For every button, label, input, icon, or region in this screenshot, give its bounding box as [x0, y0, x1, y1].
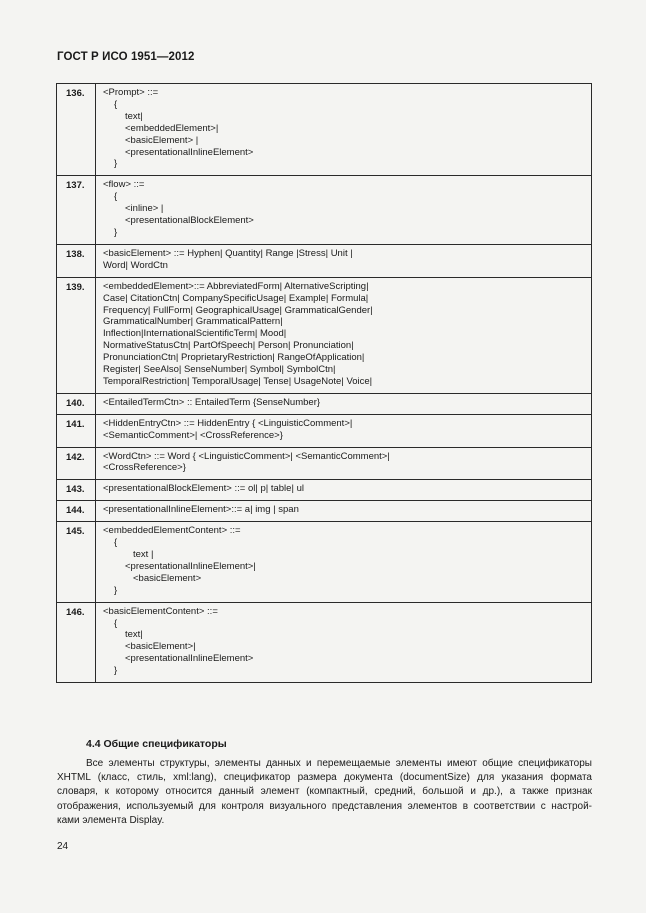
rule-number: 141. [57, 414, 96, 447]
rule-number: 145. [57, 522, 96, 602]
definition-line: Register| SeeAlso| SenseNumber| Symbol| SymbolCtn| [103, 364, 336, 376]
definition-line: <Prompt> ::= [103, 87, 159, 98]
definition-line: Word| WordCtn [103, 259, 168, 271]
definition-line: NormativeStatusCtn| PartOfSpeech| Person| Pronunciation| [103, 340, 354, 352]
rule-definition [96, 277, 592, 393]
rule-definition [96, 84, 592, 176]
table-row [57, 176, 592, 245]
table-row [57, 480, 592, 501]
definition-line: <embeddedElement>| [125, 122, 219, 134]
rule-definition [96, 414, 592, 447]
grammar-table [56, 83, 592, 683]
definition-line: <EntailedTermCtn> :: EntailedTerm {SenseNumber} [103, 396, 321, 408]
rule-number: 144. [57, 501, 96, 522]
definition-line: } [114, 584, 118, 596]
definition-line: TemporalRestriction| TemporalUsage| Tense| UsageNote| Voice| [103, 375, 373, 387]
definition-line: <basicElementContent> ::= [103, 605, 218, 617]
definition-line: <presentationalInlineElement>::= a| img | span [103, 504, 299, 516]
definition-line: { [114, 191, 118, 203]
definition-line: Inflection|InternationalScientificTerm| Mood| [103, 328, 287, 340]
definition-line: { [114, 617, 118, 629]
rule-definition [96, 393, 592, 414]
rule-definition [96, 522, 592, 602]
definition-line: <HiddenEntryCtn> ::= HiddenEntry { <LinguisticComment>| [103, 417, 353, 429]
paragraph-line: отображения, используемый для контроля визуального представления элементов в соответствии с настрой- [57, 800, 592, 812]
rule-number: 140. [57, 393, 96, 414]
definition-line: <basicElement> | [125, 134, 199, 146]
definition-line: <presentationalInlineElement> [125, 653, 254, 665]
definition-line: <presentationalBlockElement> ::= ol| p| table| ul [103, 483, 304, 495]
definition-line: <basicElement> ::= Hyphen| Quantity| Range |Stress| Unit | [103, 247, 353, 259]
definition-line: PronunciationCtn| ProprietaryRestriction| RangeOfApplication| [103, 352, 365, 364]
rule-number: 139. [57, 277, 96, 393]
definition-line: <basicElement>| [125, 641, 196, 653]
paragraph-line: Все элементы структуры, элементы данных и перемещаемые элементы имеют общие спецификаторы [86, 758, 592, 769]
definition-line: <flow> ::= [103, 179, 145, 191]
table-row [57, 393, 592, 414]
rule-definition [96, 480, 592, 501]
definition-line: <basicElement> [133, 572, 202, 584]
definition-line: text | [133, 549, 154, 560]
rule-number: 138. [57, 244, 96, 277]
definition-line: <presentationalInlineElement> [125, 146, 254, 158]
definition-line: GrammaticalNumber| GrammaticalPattern| [103, 316, 283, 328]
definition-line: Frequency| FullForm| GeographicalUsage| GrammaticalGender| [103, 304, 373, 316]
definition-line: <presentationalInlineElement>| [125, 560, 256, 572]
paragraph-line: словаря, к которому относится данный элемент (компактный, средний, большой и др.), а также признак [57, 786, 592, 798]
section-title: 4.4 Общие спецификаторы [86, 738, 227, 750]
definition-line: { [114, 537, 118, 549]
section-paragraph [57, 757, 592, 828]
rule-number: 137. [57, 176, 96, 245]
definition-line: } [114, 665, 118, 677]
definition-line: <inline> | [125, 203, 164, 215]
definition-line: text| [125, 629, 143, 641]
paragraph-line: XHTML (класс, стиль, xml:lang), спецификатор размера документа (documentSize) для указания формата [57, 772, 592, 784]
definition-line: text| [125, 110, 143, 122]
table-row [57, 244, 592, 277]
rule-definition [96, 602, 592, 682]
definition-line: <embeddedElementContent> ::= [103, 525, 241, 537]
table-row [57, 522, 592, 602]
rule-number: 143. [57, 480, 96, 501]
rule-definition [96, 244, 592, 277]
rule-number: 146. [57, 602, 96, 682]
definition-line: } [114, 158, 118, 170]
definition-line: <embeddedElement>::= AbbreviatedForm| AlternativeScripting| [103, 280, 369, 292]
rule-definition [96, 176, 592, 245]
table-row [57, 602, 592, 682]
definition-line: <CrossReference>} [103, 462, 186, 474]
rule-number: 142. [57, 447, 96, 480]
table-row [57, 414, 592, 447]
definition-line: { [114, 98, 118, 110]
table-row [57, 84, 592, 176]
definition-line: } [114, 226, 118, 238]
table-row [57, 501, 592, 522]
rule-definition [96, 447, 592, 480]
definition-line: <presentationalBlockElement> [125, 215, 254, 227]
definition-line: <WordCtn> ::= Word { <LinguisticComment>| <SemanticComment>| [103, 450, 390, 462]
document-header: ГОСТ Р ИСО 1951—2012 [57, 51, 195, 63]
rule-definition [96, 501, 592, 522]
definition-line: <SemanticComment>| <CrossReference>} [103, 429, 283, 441]
definition-line: Case| CitationCtn| CompanySpecificUsage| Example| Formula| [103, 292, 369, 304]
table-row [57, 277, 592, 393]
paragraph-line: ками элемента Display. [57, 814, 165, 826]
page-number: 24 [57, 841, 69, 852]
rule-number: 136. [57, 84, 96, 176]
table-row [57, 447, 592, 480]
